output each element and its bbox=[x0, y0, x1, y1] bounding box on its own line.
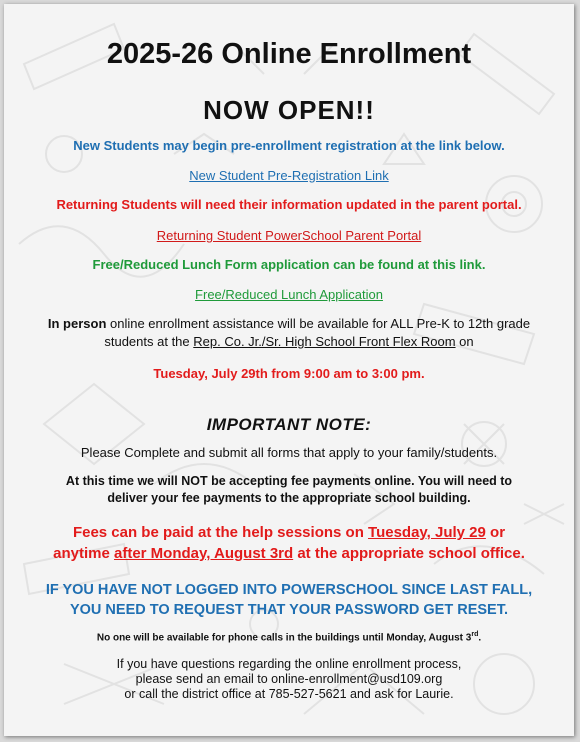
fees-line-1-mid: or bbox=[485, 524, 506, 541]
flyer-page bbox=[4, 4, 574, 736]
page-title: 2025-26 Online Enrollment bbox=[106, 38, 472, 70]
fees-date-2: after Monday, August 3rd bbox=[113, 545, 294, 562]
location-name: Rep. Co. Jr./Sr. High School Front Flex Room bbox=[193, 334, 456, 349]
in-person-line-2-pre: students at the bbox=[104, 334, 194, 349]
new-students-text: New Students may begin pre-enrollment registration at the link below. bbox=[73, 138, 505, 153]
fees-date-1: Tuesday, July 29 bbox=[368, 524, 486, 541]
phone-notice-sup: rd bbox=[471, 631, 479, 638]
phone-notice bbox=[4, 631, 574, 643]
fees-line-2 bbox=[4, 545, 574, 562]
returning-students-text: Returning Students will need their information updated in the parent portal. bbox=[56, 197, 522, 212]
contact-line-2: please send an email to online-enrollment@usd109.org bbox=[135, 672, 443, 686]
now-open-heading: NOW OPEN!! bbox=[203, 95, 375, 125]
complete-forms-text: Please Complete and submit all forms that apply to your family/students. bbox=[80, 445, 498, 460]
lunch-link-row bbox=[4, 286, 574, 304]
powerschool-notice-line-1: IF YOU HAVE NOT LOGGED INTO POWERSCHOOL SINCE LAST FALL, bbox=[45, 582, 533, 598]
contact-line-1: If you have questions regarding the online enrollment process, bbox=[116, 657, 462, 671]
fees-line-1-pre: Fees can be paid at the help sessions on bbox=[72, 524, 369, 541]
phone-notice-main: No one will be available for phone calls in the buildings until Monday, August 3 bbox=[96, 632, 472, 644]
new-student-link-row bbox=[4, 167, 574, 185]
lunch-form-text: Free/Reduced Lunch Form application can be found at this link. bbox=[92, 257, 486, 272]
fees-line-2-pre: anytime bbox=[53, 545, 114, 562]
fees-line-1 bbox=[4, 524, 574, 541]
new-student-pre-registration-link[interactable]: New Student Pre-Registration Link bbox=[189, 168, 389, 183]
fees-line-2-post: at the appropriate school office. bbox=[293, 545, 525, 562]
free-reduced-lunch-link[interactable]: Free/Reduced Lunch Application bbox=[195, 287, 383, 302]
fee-notice-line-1: At this time we will NOT be accepting fee payments online. You will need to bbox=[65, 474, 513, 488]
in-person-line-1 bbox=[4, 316, 574, 331]
enrollment-date-text: Tuesday, July 29th from 9:00 am to 3:00 pm. bbox=[153, 366, 425, 381]
phone-notice-end: . bbox=[478, 632, 482, 644]
returning-link-row bbox=[4, 227, 574, 245]
in-person-line-1-text: online enrollment assistance will be available for ALL Pre-K to 12th grade bbox=[106, 316, 531, 331]
powerschool-notice-line-2: YOU NEED TO REQUEST THAT YOUR PASSWORD GET RESET. bbox=[69, 602, 508, 618]
in-person-bold: In person bbox=[47, 316, 107, 331]
in-person-line-2 bbox=[4, 334, 574, 349]
in-person-line-2-post: on bbox=[455, 334, 474, 349]
fee-notice-line-2: deliver your fee payments to the appropriate school building. bbox=[107, 491, 471, 505]
contact-line-3: or call the district office at 785-527-5621 and ask for Laurie. bbox=[124, 687, 454, 701]
important-note-heading: IMPORTANT NOTE: bbox=[206, 415, 372, 434]
returning-student-portal-link[interactable]: Returning Student PowerSchool Parent Portal bbox=[156, 228, 422, 243]
